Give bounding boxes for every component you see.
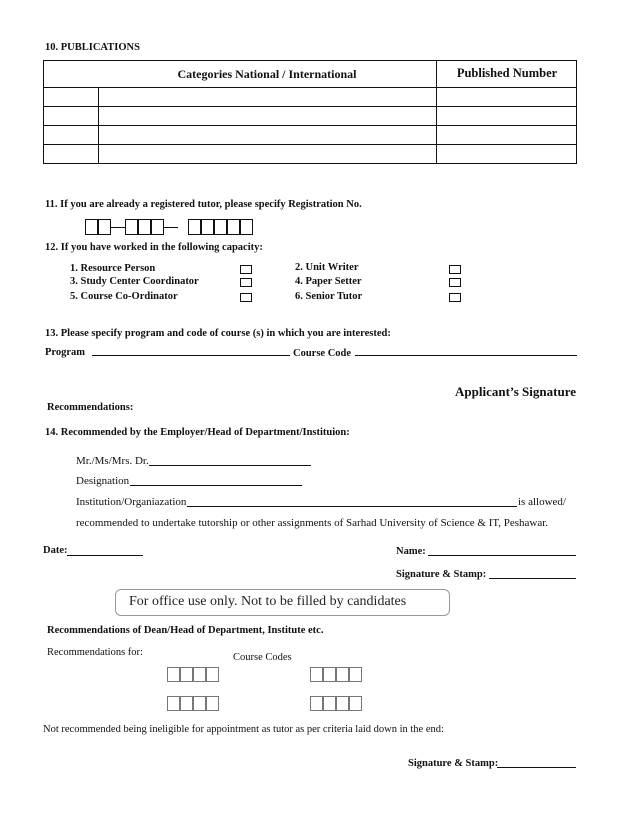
code-box[interactable] — [206, 696, 219, 711]
section-14-text: 14. Recommended by the Employer/Head of Department/Instituion: — [45, 427, 350, 438]
capacity-senior-tutor: 6. Senior Tutor — [295, 291, 363, 302]
reg-digit-box[interactable] — [151, 219, 164, 235]
course-codes-label: Course Codes — [233, 652, 292, 663]
capacity-study-center-coordinator: 3. Study Center Coordinator — [70, 276, 199, 287]
reg-digit-box[interactable] — [227, 219, 240, 235]
code-box[interactable] — [349, 667, 362, 682]
office-use-text: For office use only. Not to be filled by candidates — [129, 594, 407, 609]
code-box[interactable] — [180, 696, 193, 711]
table-row-divider — [43, 87, 577, 88]
reg-digit-box[interactable] — [201, 219, 214, 235]
program-label: Program — [45, 347, 86, 358]
checkbox-senior-tutor[interactable] — [449, 293, 461, 302]
reg-digit-box[interactable] — [125, 219, 138, 235]
reg-dash — [111, 227, 125, 228]
office-use-banner — [115, 589, 450, 616]
reg-digit-box[interactable] — [98, 219, 111, 235]
code-box[interactable] — [336, 696, 349, 711]
code-box[interactable] — [167, 667, 180, 682]
table-row-divider — [43, 144, 577, 145]
capacity-unit-writer: 2. Unit Writer — [295, 262, 359, 273]
section-10-title: 10. PUBLICATIONS — [45, 42, 140, 53]
reg-digit-box[interactable] — [240, 219, 253, 235]
code-box[interactable] — [193, 696, 206, 711]
name-line[interactable] — [428, 555, 576, 556]
section-13-text: 13. Please specify program and code of course (s) in which you are interested: — [45, 328, 391, 339]
date-line[interactable] — [67, 555, 143, 556]
capacity-resource-person: 1. Resource Person — [70, 263, 156, 274]
reg-dash — [164, 227, 178, 228]
code-box[interactable] — [193, 667, 206, 682]
reg-digit-box[interactable] — [214, 219, 227, 235]
table-row-divider — [43, 106, 577, 107]
signature-stamp-label: Signature & Stamp: — [396, 569, 487, 580]
code-box[interactable] — [310, 667, 323, 682]
code-box[interactable] — [336, 667, 349, 682]
code-box[interactable] — [310, 696, 323, 711]
column-header-categories: Categories National / International — [177, 67, 357, 81]
code-box[interactable] — [323, 667, 336, 682]
checkbox-course-coordinator[interactable] — [240, 293, 252, 302]
institution-label: Institution/Organiazation — [76, 496, 187, 508]
recommended-name-label: Mr./Ms/Mrs. Dr. — [76, 455, 149, 467]
column-header-published-number: Published Number — [456, 66, 558, 80]
applicant-signature-label: Applicant’s Signature — [455, 384, 576, 399]
course-code-input-line[interactable] — [355, 355, 577, 356]
table-row-divider — [43, 125, 577, 126]
checkbox-paper-setter[interactable] — [449, 278, 461, 287]
recommended-name-line[interactable] — [149, 465, 311, 466]
capacity-paper-setter: 4. Paper Setter — [295, 276, 362, 287]
checkbox-study-center-coordinator[interactable] — [240, 278, 252, 287]
not-recommended-text: Not recommended being ineligible for appointment as tutor as per criteria laid down in the end: — [43, 724, 444, 735]
code-box[interactable] — [167, 696, 180, 711]
code-box[interactable] — [180, 667, 193, 682]
dean-recommendations-title: Recommendations of Dean/Head of Department, Institute etc. — [47, 625, 324, 636]
date-label: Date: — [43, 545, 68, 556]
final-signature-stamp-label: Signature & Stamp: — [408, 758, 499, 769]
checkbox-unit-writer[interactable] — [449, 265, 461, 274]
section-11-text: 11. If you are already a registered tutor, please specify Registration No. — [45, 199, 362, 210]
final-signature-stamp-line[interactable] — [497, 767, 576, 768]
recommendations-for-label: Recommendations for: — [47, 647, 143, 658]
institution-line[interactable] — [187, 506, 517, 507]
allowed-text: is allowed/ — [518, 496, 566, 508]
recommended-statement: recommended to undertake tutorship or other assignments of Sarhad University of Science & IT, Peshawar. — [76, 517, 549, 529]
reg-digit-box[interactable] — [188, 219, 201, 235]
capacity-course-coordinator: 5. Course Co-Ordinator — [70, 291, 178, 302]
program-input-line[interactable] — [92, 355, 290, 356]
name-label: Name: — [396, 546, 426, 557]
course-code-label: Course Code — [293, 348, 352, 359]
designation-line[interactable] — [130, 485, 302, 486]
code-box[interactable] — [349, 696, 362, 711]
designation-label: Designation — [76, 475, 130, 487]
checkbox-resource-person[interactable] — [240, 265, 252, 274]
reg-digit-box[interactable] — [85, 219, 98, 235]
reg-digit-box[interactable] — [138, 219, 151, 235]
signature-stamp-line[interactable] — [489, 578, 576, 579]
section-12-text: 12. If you have worked in the following capacity: — [45, 242, 263, 253]
code-box[interactable] — [206, 667, 219, 682]
code-box[interactable] — [323, 696, 336, 711]
recommendations-label: Recommendations: — [47, 402, 134, 413]
